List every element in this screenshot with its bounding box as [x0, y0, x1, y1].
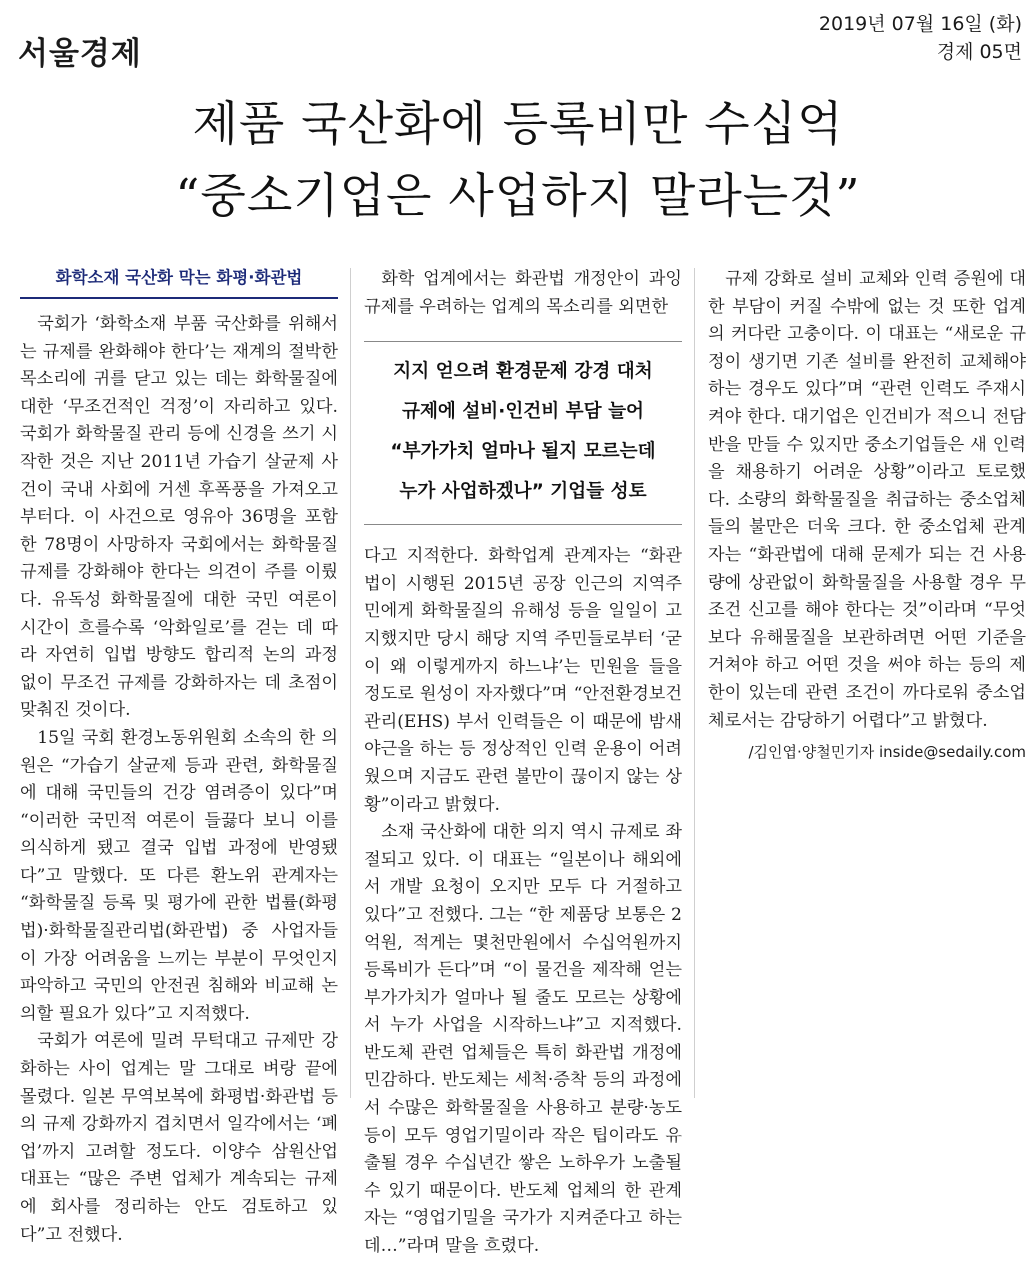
subheadline-line: 누가 사업하겠나” 기업들 성토	[399, 481, 647, 503]
byline: /김인엽·양철민기자 inside@sedaily.com	[748, 743, 1026, 762]
publication-date: 2019년 07월 16일 (화)	[818, 13, 1022, 35]
paragraph: 15일 국회 환경노동위원회 소속의 한 의원은 “가습기 살균제 등과 관련, 화학물질에 대해 국민들의 건강 염려증이 있다”며 “이러한 국민적 여론이 들끓다 보니 이를 의식하게 됐고 결국 입법 과정에 반영됐다”고 말했다. 또 다른 환노위 관계자는 “화학물질 등록 및 평가에 관한 법률(화평법)·화학물질관리법(화관법) 중 사업자들이 가장 어려움을 느끼는 부분이 무엇인지 파악하고 국민의 안전권 침해와 비교해 논의할 필요가 있다”고 지적했다.	[20, 727, 338, 1024]
subheadline-line: 규제에 설비·인건비 부담 늘어	[401, 401, 645, 423]
column-divider	[350, 268, 351, 1098]
column-divider	[694, 268, 695, 1098]
headline-line-1: 제품 국산화에 등록비만 수십억	[192, 97, 844, 152]
publication-meta	[819, 10, 1022, 66]
subheadline-line: 지지 얻으려 환경문제 강경 대처	[393, 361, 653, 383]
article-column-3	[708, 266, 1026, 767]
paragraph: 국회가 여론에 밀려 무턱대고 규제만 강화하는 사이 업계는 말 그대로 벼랑 끝에 몰렸다. 일본 무역보복에 화평법·화관법 등의 규제 강화까지 겹치면서 일각에서는 ‘폐업’까지 고려할 정도다. 이양수 삼원산업 대표는 “많은 주변 업체가 계속되는 규제에 회사를 정리하는 안도 검토하고 있다”고 전했다.	[20, 1031, 338, 1245]
article-column-1	[20, 266, 338, 1249]
section-page: 경제 05면	[936, 41, 1022, 63]
newspaper-masthead: 서울경제	[18, 36, 142, 72]
paragraph: 소재 국산화에 대한 의지 역시 규제로 좌절되고 있다. 이 대표는 “일본이나 해외에서 개발 요청이 오지만 모두 다 거절하고 있다”고 전했다. 그는 “한 제품당 보통은 2억원, 적게는 몇천만원에서 수십억원까지 등록비가 든다”며 “이 물건을 제작해 얻는 부가가치가 얼마나 될 줄도 모르는 상황에서 누가 사업을 시작하느냐”고 지적했다. 반도체 관련 업체들은 특히 화관법 개정에 민감하다. 반도체는 세척·증착 등의 과정에서 수많은 화학물질을 사용하고 분량·농도 등이 모두 영업기밀이라 작은 팁이라도 유출될 경우 수십년간 쌓은 노하우가 노출될 수 있기 때문이다. 반도체 업체의 한 관계자는 “영업기밀을 국가가 지켜준다고 하는데…”라며 말을 흐렸다.	[364, 822, 682, 1257]
paragraph: 국회가 ‘화학소재 부품 국산화를 위해서는 규제를 완화해야 한다’는 재계의 절박한 목소리에 귀를 닫고 있는 데는 화학물질에 대한 ‘무조건적인 걱정’이 자리하고 있다. 국회가 화학물질 관리 등에 신경을 쓰기 시작한 것은 지난 2011년 가습기 살균제 사건이 국내 사회에 거센 후폭풍을 가져오고부터다. 이 사건으로 영유아 36명을 포함한 78명이 사망하자 국회에서는 화학물질 규제를 강화해야 한다는 의견이 주를 이뤘다. 유독성 화학물질에 대한 국민 여론이 시간이 흐를수록 ‘악화일로’를 걷는 데 따라 자연히 입법 방향도 합리적 논의 과정 없이 무조건 규제를 강화하자는 데 초점이 맞춰진 것이다.	[20, 314, 338, 721]
paragraph: 규제 강화로 설비 교체와 인력 증원에 대한 부담이 커질 수밖에 없는 것 또한 업계의 커다란 고충이다. 이 대표는 “새로운 규정이 생기면 기존 설비를 완전히 교체해야 하는 경우도 있다”며 “관련 인력도 주재시켜야 한다. 대기업은 인건비가 적으니 전담반을 만들 수 있지만 중소기업들은 새 인력을 채용하기 어려운 상황”이라고 토로했다. 소량의 화학물질을 취급하는 중소업체들의 불만은 더욱 크다. 한 중소업체 관계자는 “화관법에 대해 문제가 되는 건 사용량에 상관없이 화학물질을 사용할 경우 무조건 신고를 해야 한다는 것”이라며 “무엇보다 유해물질을 보관하려면 어떤 기준을 거쳐야 하고 어떤 것을 써야 하는 등의 제한이 있는데 관련 조건이 까다로워 중소업체로서는 감당하기 어렵다”고 밝혔다.	[708, 269, 1026, 731]
subheadline-box	[364, 341, 682, 525]
subheadline-line: “부가가치 얼마나 될지 모르는데	[390, 441, 656, 463]
headline-line-2: “중소기업은 사업하지 말라는것”	[175, 169, 861, 224]
paragraph: 다고 지적한다. 화학업계 관계자는 “화관법이 시행된 2015년 공장 인근의 지역주민에게 화학물질의 유해성 등을 일일이 고지했지만 당시 해당 지역 주민들로부터 ‘굳이 왜 이렇게까지 하느냐’는 민원을 들을 정도로 원성이 자자했다”며 “안전환경보건관리(EHS) 부서 인력들은 이 때문에 밤새 야근을 하는 등 정상적인 인력 운용이 어려웠으며 지금도 관련 불만이 끊이지 않는 상황”이라고 밝혔다.	[364, 546, 682, 815]
paragraph: 화학 업계에서는 화관법 개정안이 과잉규제를 우려하는 업계의 목소리를 외면한	[364, 269, 682, 317]
section-label: 화학소재 국산화 막는 화평·화관법	[20, 266, 338, 299]
article-column-2	[364, 266, 682, 1261]
